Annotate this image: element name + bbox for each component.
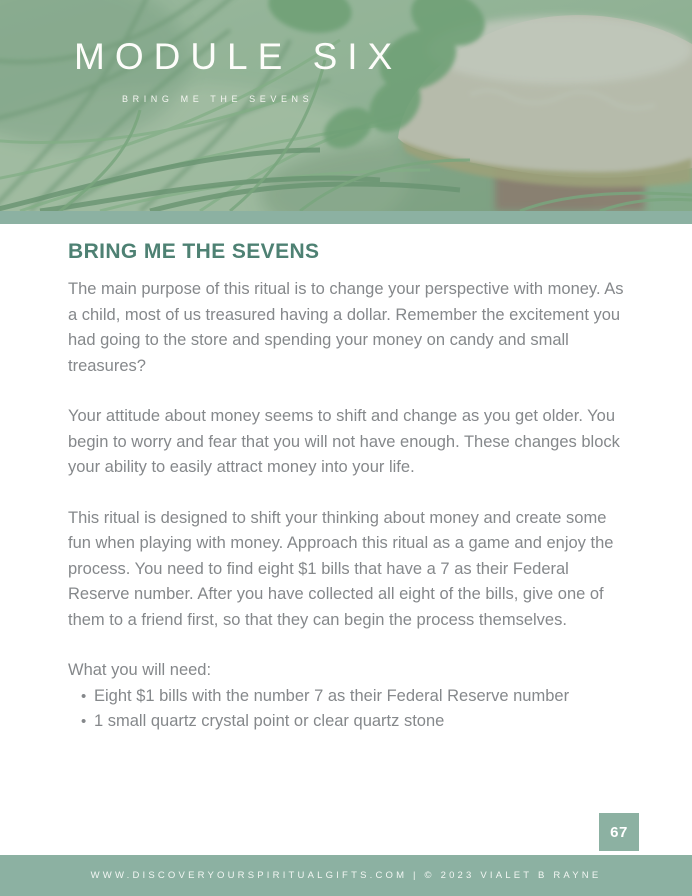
module-subtitle: BRING ME THE SEVENS	[122, 94, 314, 104]
footer-text: WWW.DISCOVERYOURSPIRITUALGIFTS.COM | © 2023 VIALET B RAYNE	[90, 870, 602, 881]
hero-header	[0, 0, 692, 211]
needs-list	[68, 684, 626, 735]
grass-mushroom-photo	[0, 0, 692, 211]
bullet-icon: •	[81, 687, 87, 705]
list-item-text: Eight $1 bills with the number 7 as their Federal Reserve number	[94, 686, 570, 705]
section-heading: BRING ME THE SEVENS	[68, 240, 320, 263]
module-title: MODULE SIX	[74, 36, 403, 77]
accent-band	[0, 211, 692, 224]
list-intro: What you will need:	[68, 661, 212, 679]
list-item	[68, 684, 626, 710]
footer-bar	[0, 855, 692, 896]
page-content	[68, 240, 626, 735]
bullet-icon: •	[81, 713, 87, 730]
paragraph-2: Your attitude about money seems to shift and change as you get older. You begin to worry and fear that you will not have enough. These changes block your ability to easily attract money into your life.	[68, 407, 620, 476]
list-item	[68, 709, 626, 735]
paragraph-3: This ritual is designed to shift your thinking about money and create some fun when playing with money. Approach this ritual as a game and enjoy the process. You need to find eight $1 bills that have a 7 as their Federal Reserve number. After you have collected all eight of the bills, give one of them to a friend first, so that they can begin the process themselves.	[68, 508, 614, 629]
paragraph-1: The main purpose of this ritual is to change your perspective with money. As a child, most of us treasured having a dollar. Remember the excitement you had going to the store and spending your money on candy and small treasures?	[68, 280, 624, 375]
page-number-badge: 67	[599, 813, 639, 851]
list-item-text: 1 small quartz crystal point or clear quartz stone	[94, 712, 445, 730]
